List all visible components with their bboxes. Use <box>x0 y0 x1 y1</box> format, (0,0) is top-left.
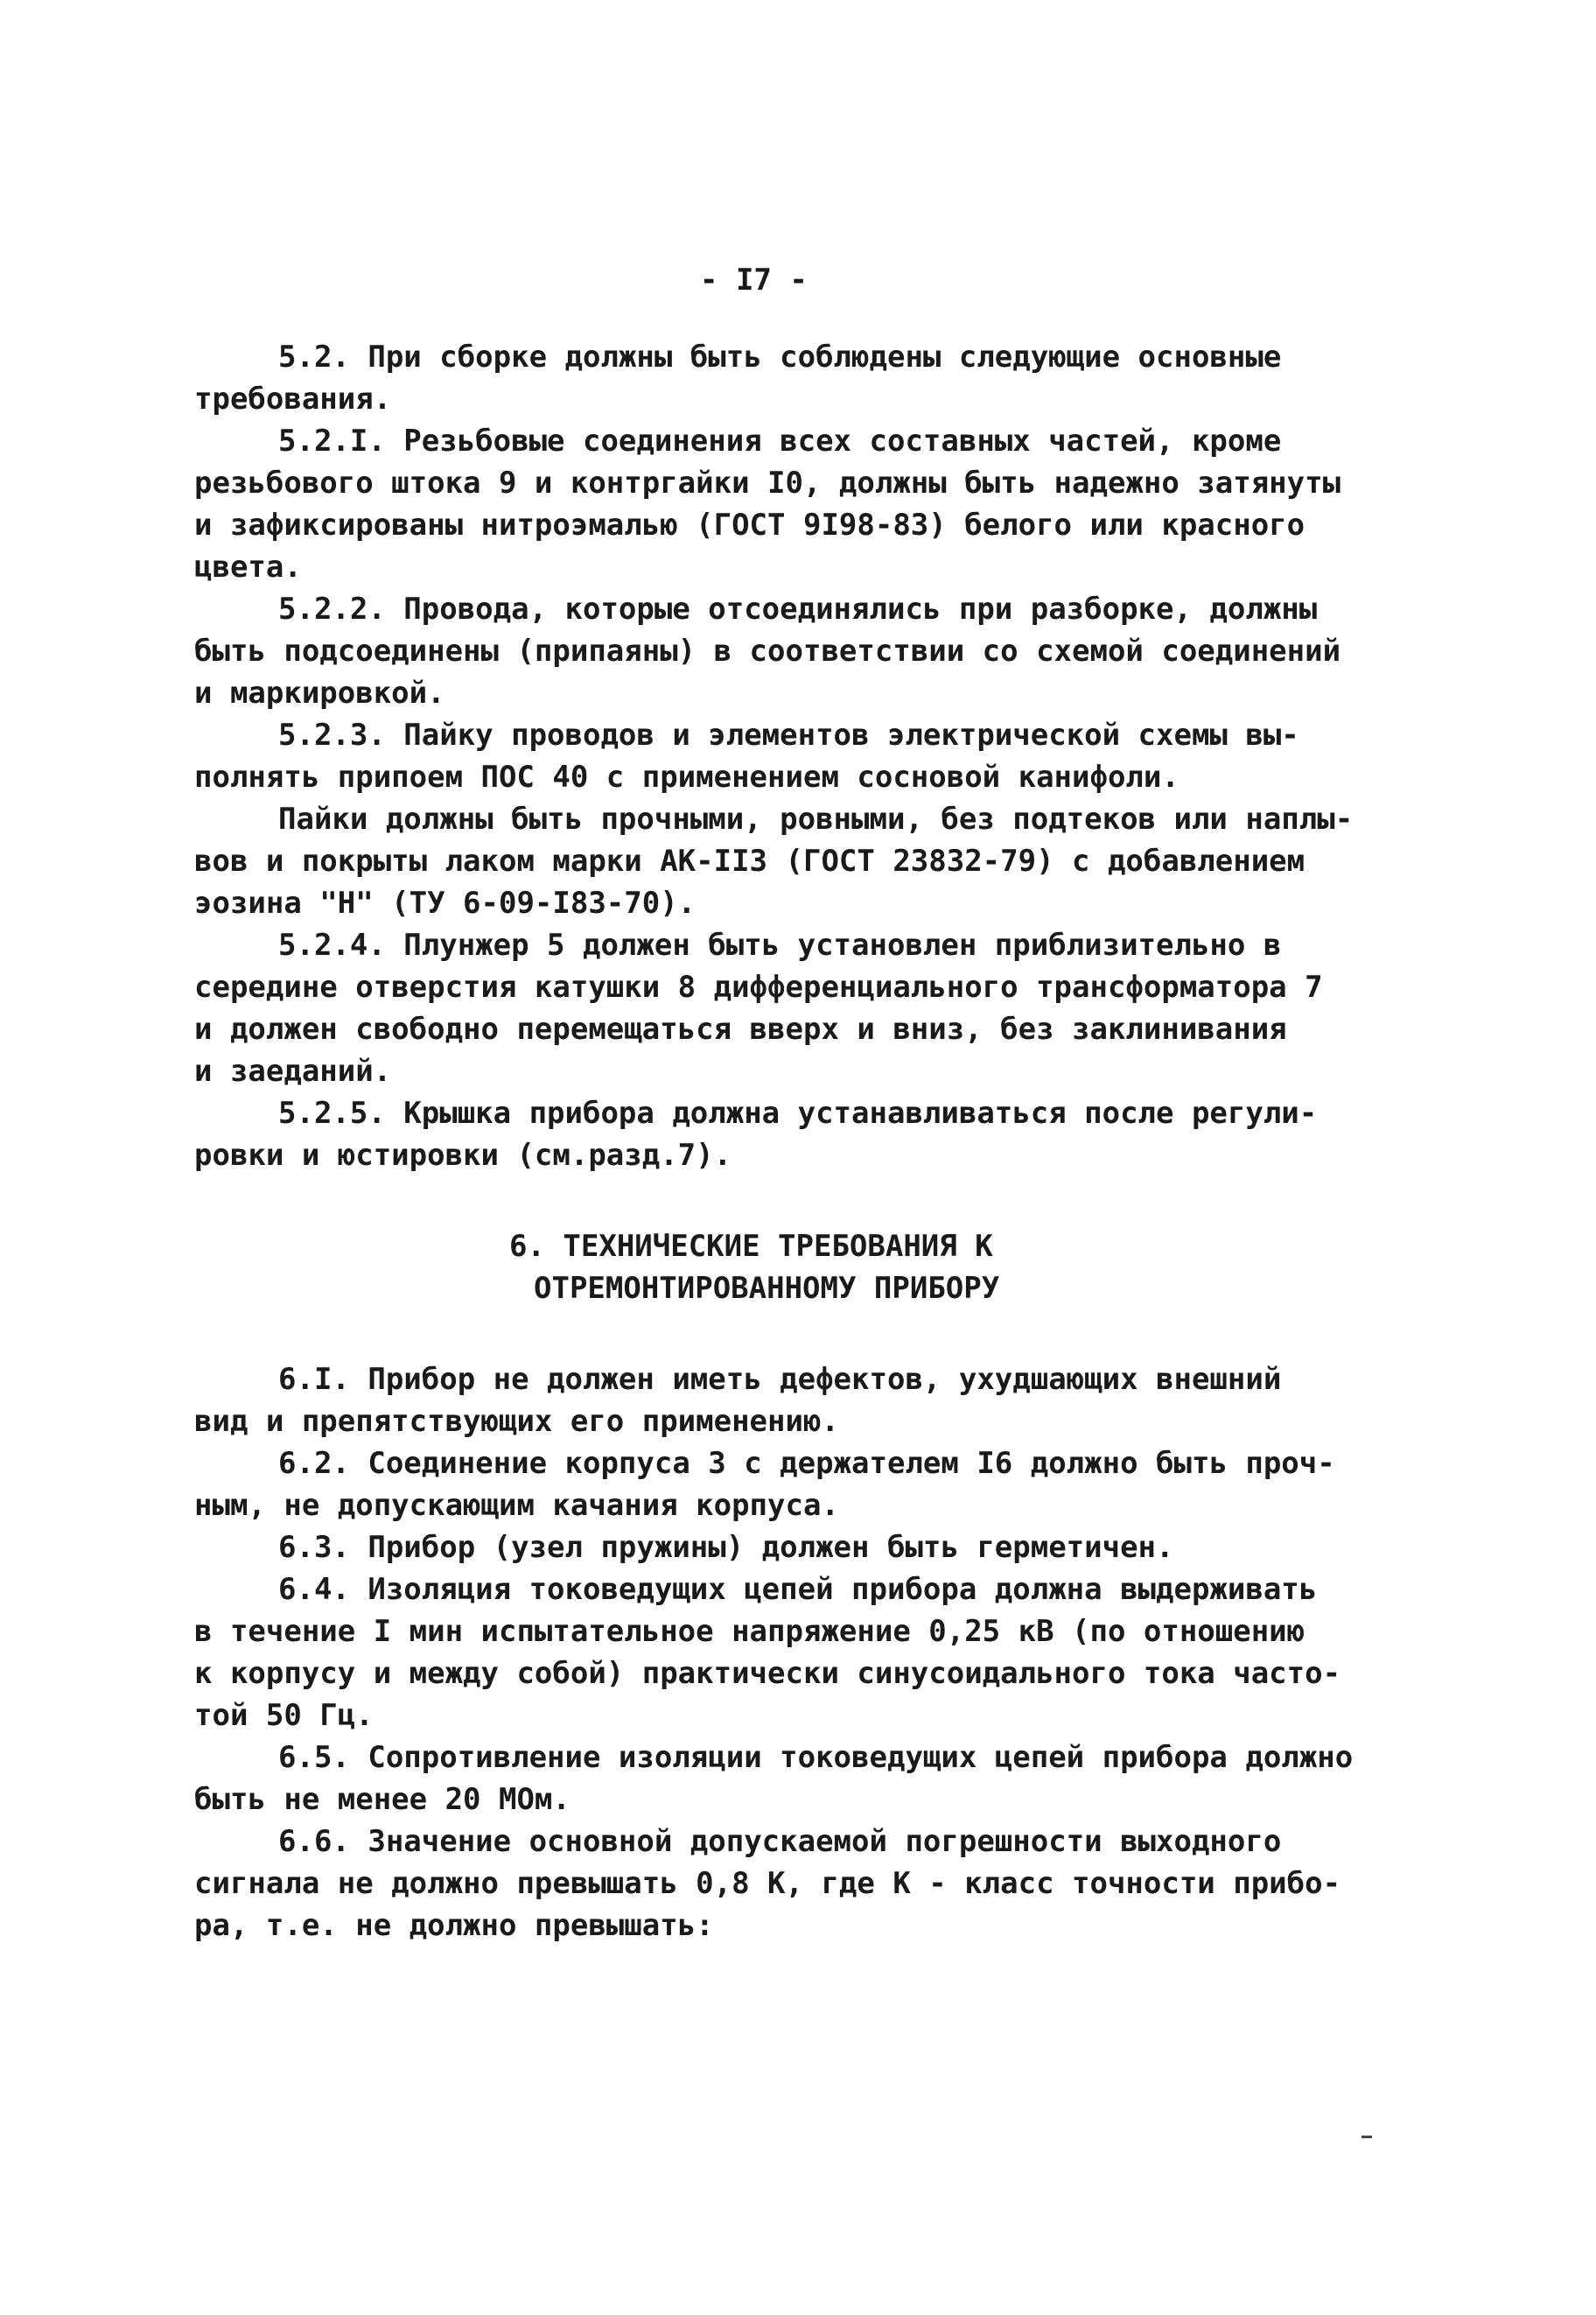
text-line: сигнала не должно превышать 0,8 К, где К - класс точности прибо- <box>194 1866 1341 1901</box>
text-line: 6.3. Прибор (узел пружины) должен быть герметичен. <box>278 1530 1174 1565</box>
text-line: ра, т.е. не должно превышать: <box>194 1908 714 1943</box>
text-line: 5.2.3. Пайку проводов и элементов электрической схемы вы- <box>278 718 1299 753</box>
text-line: 6.5. Сопротивление изоляции токоведущих цепей прибора должно <box>278 1740 1354 1775</box>
text-line: 5.2.I. Резьбовые соединения всех составных частей, кроме <box>278 424 1282 459</box>
text-line: требования. <box>194 382 392 417</box>
text-line: быть подсоединены (припаяны) в соответствии со схемой соединений <box>194 634 1341 669</box>
text-line: 5.2.2. Провода, которые отсоединялись при разборке, должны <box>278 592 1318 627</box>
text-line: 6.2. Соединение корпуса 3 с держателем I6 должно быть проч- <box>278 1446 1335 1481</box>
text-line: ным, не допускающим качания корпуса. <box>194 1488 839 1523</box>
text-line: и маркировкой. <box>194 676 445 711</box>
section-heading: ОТРЕМОНТИРОВАННОМУ ПРИБОРУ <box>534 1271 1000 1306</box>
text-line: вид и препятствующих его применению. <box>194 1404 839 1439</box>
text-line: 6.4. Изоляция токоведущих цепей прибора должна выдерживать <box>278 1572 1318 1607</box>
text-line: 6.I. Прибор не должен иметь дефектов, ухудшающих внешний <box>278 1362 1282 1397</box>
text-line: эозина "Н" (ТУ 6-09-I83-70). <box>194 886 696 921</box>
text-line: середине отверстия катушки 8 дифференциального трансформатора 7 <box>194 970 1323 1005</box>
text-line: вов и покрыты лаком марки АК-II3 (ГОСТ 23832-79) с добавлением <box>194 844 1306 879</box>
page-number: - I7 - <box>700 263 808 298</box>
text-line: цвета. <box>194 550 302 585</box>
text-line: ровки и юстировки (см.разд.7). <box>194 1138 732 1173</box>
text-line: Пайки должны быть прочными, ровными, без подтеков или наплы- <box>278 802 1354 837</box>
text-line: и заеданий. <box>194 1054 392 1089</box>
text-line: 5.2.5. Крышка прибора должна устанавливаться после регули- <box>278 1096 1318 1131</box>
text-line: быть не менее 20 МОм. <box>194 1782 570 1817</box>
text-line: 5.2. При сборке должны быть соблюдены следующие основные <box>278 340 1282 375</box>
text-line: в течение I мин испытательное напряжение 0,25 кВ (по отношению <box>194 1614 1306 1649</box>
text-line: и зафиксированы нитроэмалью (ГОСТ 9I98-83) белого или красного <box>194 508 1306 543</box>
text-line: к корпусу и между собой) практически синусоидального тока часто- <box>194 1656 1341 1691</box>
section-heading: 6. ТЕХНИЧЕСКИЕ ТРЕБОВАНИЯ К <box>509 1229 993 1264</box>
text-line: 6.6. Значение основной допускаемой погрешности выходного <box>278 1824 1282 1859</box>
scan-mark <box>1362 2136 1372 2138</box>
text-line: той 50 Гц. <box>194 1698 374 1733</box>
text-line: 5.2.4. Плунжер 5 должен быть установлен приблизительно в <box>278 928 1282 963</box>
text-line: и должен свободно перемещаться вверх и вниз, без заклинивания <box>194 1012 1287 1047</box>
text-line: резьбового штока 9 и контргайки I0, должны быть надежно затянуты <box>194 466 1341 501</box>
text-line: полнять припоем ПОС 40 с применением сосновой канифоли. <box>194 760 1180 795</box>
